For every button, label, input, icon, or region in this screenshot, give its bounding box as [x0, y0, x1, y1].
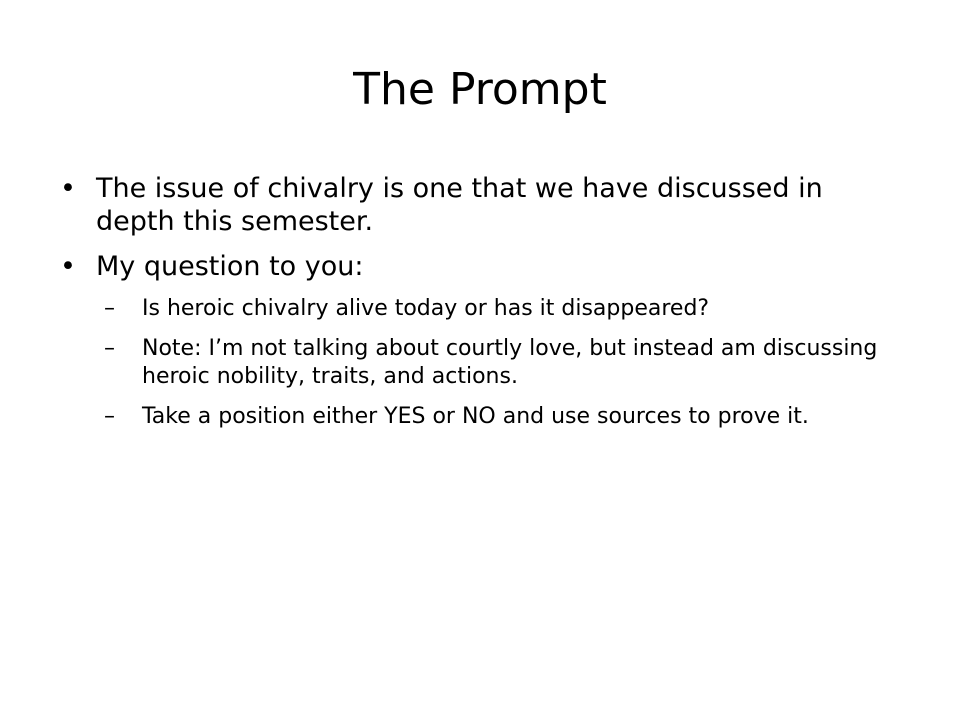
bullet-text: My question to you: [96, 251, 364, 282]
bullet-marker: • [60, 173, 76, 204]
slide-title: The Prompt [353, 64, 607, 115]
bullet-text: The issue of chivalry is one that we have discussed in depth this semester. [96, 173, 823, 237]
bullet-marker: • [60, 251, 76, 282]
dash-marker: – [104, 336, 115, 361]
sub-bullet-item [60, 403, 890, 431]
sub-bullet-item [60, 335, 890, 391]
sub-bullet-text: Take a position either YES or NO and use sources to prove it. [142, 404, 809, 429]
dash-marker: – [104, 296, 115, 321]
sub-bullet-text: Is heroic chivalry alive today or has it disappeared? [142, 296, 710, 321]
sub-bullet-text: Note: I’m not talking about courtly love, but instead am discussing heroic nobility, traits, and actions. [142, 336, 878, 389]
dash-marker: – [104, 404, 115, 429]
bullet-item [60, 250, 890, 283]
sub-bullet-item [60, 295, 890, 323]
slide-content [60, 172, 890, 443]
bullet-item [60, 172, 890, 238]
